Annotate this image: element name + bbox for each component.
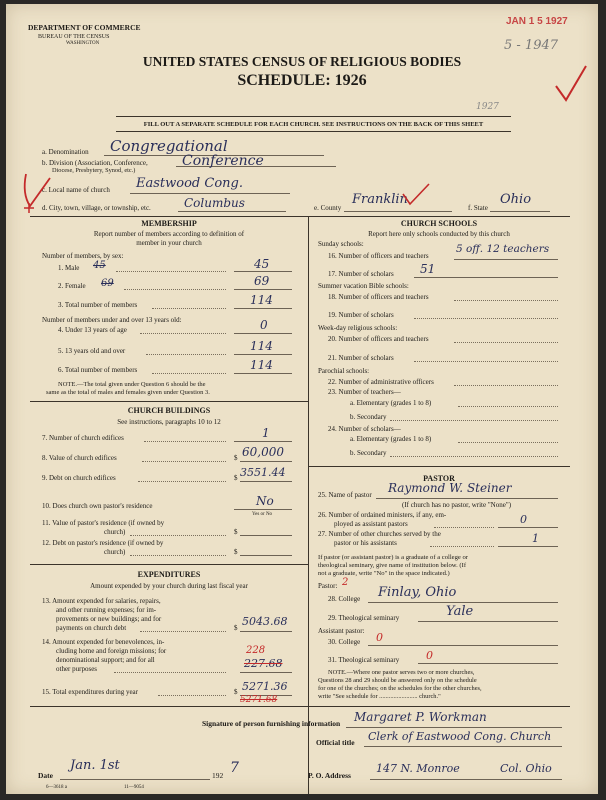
q27-value: 1 — [532, 532, 539, 545]
county-value: Franklin — [352, 192, 408, 207]
q2-value: 69 — [254, 274, 270, 288]
q31-label: 31. Theological seminary — [328, 656, 400, 664]
q14-label-2: cluding home and foreign missions; for — [56, 647, 167, 655]
form-number-2: 11—9054 — [124, 785, 144, 790]
q23-label: 23. Number of teachers— — [328, 388, 401, 396]
q15-struck-value: 5271.68 — [240, 695, 278, 705]
q10-value: No — [256, 494, 274, 508]
county-label: e. County — [314, 204, 342, 212]
year-prefix: 192 — [212, 771, 224, 780]
membership-intro: Report number of members according to definition of — [93, 230, 245, 238]
city-town-label: d. City, town, village, or township, etc. — [42, 204, 151, 212]
q25-label: 25. Name of pastor — [318, 491, 372, 499]
graduate-note: If pastor (or assistant pastor) is a graduate of a college or — [318, 554, 468, 561]
membership-note: NOTE.—The total given under Question 6 should be the — [58, 381, 206, 388]
q17-value: 51 — [420, 262, 436, 276]
q11-label-2: church) — [104, 528, 126, 536]
division-label-2: Diocese, Presbytery, Synod, etc.) — [52, 167, 136, 174]
document-title: UNITED STATES CENSUS OF RELIGIOUS BODIES — [142, 54, 462, 69]
signature-value: Margaret P. Workman — [354, 710, 487, 724]
q26-label: 26. Number of ordained ministers, if any, em- — [318, 511, 447, 519]
q12-dollar-sign: $ — [234, 548, 238, 556]
q6-label: 6. Total number of members — [58, 366, 138, 374]
q14-struck-value: 227.68 — [244, 657, 283, 670]
denomination-label: a. Denomination — [42, 148, 89, 156]
q13-value: 5043.68 — [242, 615, 288, 628]
q26-label-2: ployed as assistant pastors — [334, 520, 408, 528]
q1-struck-value: 45 — [93, 260, 106, 271]
year-value: 7 — [230, 760, 239, 776]
q28-label: 28. College — [328, 595, 361, 603]
q2-struck-value: 69 — [101, 278, 114, 289]
church-name-label: c. Local name of church — [42, 186, 110, 194]
schools-title: CHURCH SCHOOLS — [400, 219, 478, 228]
date-label: Date — [38, 771, 53, 780]
expenditures-title: EXPENDITURES — [137, 570, 201, 579]
q8-label: 8. Value of church edifices — [42, 454, 117, 462]
q6-value: 114 — [250, 358, 273, 372]
po-address-value: 147 N. Monroe — [376, 762, 460, 775]
q12-label: 12. Debt on pastor's residence (if owned by — [42, 539, 164, 547]
red-margin-mark-icon — [20, 172, 56, 216]
q3-value: 114 — [250, 293, 273, 307]
graduate-note-3: not a graduate, write "No" in the space indicated.) — [318, 570, 450, 577]
age-label: Number of members under and over 13 years old: — [42, 316, 182, 324]
buildings-intro: See instructions, paragraphs 10 to 12 — [117, 418, 221, 426]
q10-label: 10. Does church own pastor's residence — [42, 502, 153, 510]
official-title-label: Official title — [316, 738, 355, 747]
membership-intro-2: member in your church — [136, 239, 202, 247]
q14-correction: 228 — [246, 645, 266, 656]
q18-label: 18. Number of officers and teachers — [328, 293, 429, 301]
red-check-icon — [401, 182, 431, 208]
pastor-note-2: Questions 28 and 29 should be answered only on the schedule — [318, 677, 477, 684]
q29-label: 29. Theological seminary — [328, 614, 400, 622]
q17-label: 17. Number of scholars — [328, 270, 394, 278]
city-label: WASHINGTON — [66, 41, 100, 46]
q13-label: 13. Amount expended for salaries, repairs, — [42, 597, 161, 605]
q13-label-3: provements or new buildings; and for — [56, 615, 162, 623]
q9-dollar-sign: $ — [234, 474, 238, 482]
q25-note: (If church has no pastor, write "None") — [402, 501, 512, 509]
state-label: f. State — [468, 204, 488, 212]
q3-label: 3. Total number of members — [58, 301, 138, 309]
pastor-note-3: for one of the churches; on the schedules for the other churches, — [318, 685, 482, 692]
q13-dollar-sign: $ — [234, 624, 238, 632]
q29-value: Yale — [446, 604, 474, 619]
q25-value: Raymond W. Steiner — [388, 481, 512, 495]
q9-value: 3551.44 — [240, 466, 286, 479]
q31-value: 0 — [426, 649, 433, 662]
pastor-sub-label: Pastor: — [318, 582, 338, 590]
membership-note-2: same as the total of males and females given under Question 3. — [46, 389, 210, 396]
weekday-label: Week-day religious schools: — [318, 324, 398, 332]
q16-label: 16. Number of officers and teachers — [328, 252, 429, 260]
q10-yesno-hint: Yes or No — [252, 512, 273, 517]
dept-label: DEPARTMENT OF COMMERCE — [28, 23, 141, 32]
q8-value: 60,000 — [242, 445, 284, 459]
q14-label-3: denominational support; and for all — [56, 656, 155, 664]
q11-label: 11. Value of pastor's residence (if owned by — [42, 519, 165, 527]
pencil-mark-top: 5 - 1947 — [504, 38, 559, 53]
pencil-mark-year: 1927 — [476, 102, 499, 112]
pastor-mark: 2 — [342, 577, 349, 588]
pastor-title: PASTOR — [423, 474, 455, 483]
q13-label-4: payments on church debt — [56, 624, 127, 632]
membership-title: MEMBERSHIP — [141, 219, 197, 228]
q24-label: 24. Number of scholars— — [328, 425, 401, 433]
q15-label: 15. Total expenditures during year — [42, 688, 138, 696]
schools-intro: Report here only schools conducted by this church — [368, 230, 510, 238]
q14-label-4: other purposes — [56, 665, 98, 673]
q26-value: 0 — [520, 513, 527, 526]
q8-dollar-sign: $ — [234, 454, 238, 462]
form-number: 6—3618 a — [46, 785, 67, 790]
instruction-line: FILL OUT A SEPARATE SCHEDULE FOR EACH CHURCH. SEE INSTRUCTIONS ON THE BACK OF THIS SHEET — [143, 121, 484, 128]
division-value: Conference — [182, 153, 264, 169]
q24a-label: a. Elementary (grades 1 to 8) — [350, 435, 432, 443]
po-city-value: Col. Ohio — [500, 762, 552, 775]
q27-label-2: pastor or his assistants — [334, 539, 397, 547]
q23a-label: a. Elementary (grades 1 to 8) — [350, 399, 432, 407]
church-name-value: Eastwood Cong. — [136, 176, 243, 191]
q20-label: 20. Number of officers and teachers — [328, 335, 429, 343]
q11-dollar-sign: $ — [234, 528, 238, 536]
date-value: Jan. 1st — [70, 758, 120, 773]
q28-value: Finlay, Ohio — [378, 585, 457, 600]
bureau-label: BUREAU OF THE CENSUS — [38, 34, 110, 40]
q4-label: 4. Under 13 years of age — [58, 326, 127, 334]
division-label: b. Division (Association, Conference, — [42, 159, 148, 167]
buildings-title: CHURCH BUILDINGS — [127, 406, 211, 415]
q7-value: 1 — [262, 426, 270, 440]
q13-label-2: and other running expenses; for im- — [56, 606, 157, 614]
received-stamp: JAN 1 5 1927 — [506, 16, 568, 27]
q22-label: 22. Number of administrative officers — [328, 378, 434, 386]
parochial-label: Parochial schools: — [318, 367, 370, 375]
summer-label: Summer vacation Bible schools: — [318, 282, 409, 290]
q5-value: 114 — [250, 339, 273, 353]
pastor-note: NOTE.—Where one pastor serves two or more churches, — [328, 669, 475, 676]
q4-value: 0 — [260, 318, 268, 332]
official-title-value: Clerk of Eastwood Cong. Church — [368, 730, 552, 743]
sunday-label: Sunday schools: — [318, 240, 364, 248]
schedule-title: SCHEDULE: 1926 — [237, 72, 367, 89]
q16-value: 5 off. 12 teachers — [456, 243, 550, 255]
q1-label: 1. Male — [58, 264, 80, 272]
state-value: Ohio — [500, 192, 532, 207]
po-address-label: P. O. Address — [308, 771, 351, 780]
census-schedule-document — [6, 4, 598, 794]
signature-label: Signature of person furnishing information — [202, 719, 341, 728]
q12-label-2: church) — [104, 548, 126, 556]
q15-value: 5271.36 — [242, 680, 288, 693]
q30-value: 0 — [376, 631, 383, 644]
q1-value: 45 — [254, 257, 270, 271]
q27-label: 27. Number of other churches served by the — [318, 530, 441, 538]
city-town-value: Columbus — [184, 196, 245, 210]
expenditures-intro: Amount expended by your church during last fiscal year — [90, 582, 248, 590]
q5-label: 5. 13 years old and over — [58, 347, 126, 355]
denomination-value: Congregational — [110, 137, 228, 155]
q24b-label: b. Secondary — [350, 449, 387, 457]
q14-label: 14. Amount expended for benevolences, in- — [42, 638, 165, 646]
q21-label: 21. Number of scholars — [328, 354, 394, 362]
q23b-label: b. Secondary — [350, 413, 387, 421]
q30-label: 30. College — [328, 638, 361, 646]
pastor-note-4: write "See schedule for ........................ church." — [318, 693, 441, 700]
q2-label: 2. Female — [58, 282, 86, 290]
assistant-label: Assistant pastor: — [318, 627, 365, 635]
q19-label: 19. Number of scholars — [328, 311, 394, 319]
q7-label: 7. Number of church edifices — [42, 434, 124, 442]
graduate-note-2: theological seminary, give name of institution below. (If — [318, 562, 467, 569]
bysex-label: Number of members, by sex: — [42, 252, 124, 260]
q9-label: 9. Debt on church edifices — [42, 474, 116, 482]
q15-dollar-sign: $ — [234, 688, 238, 696]
